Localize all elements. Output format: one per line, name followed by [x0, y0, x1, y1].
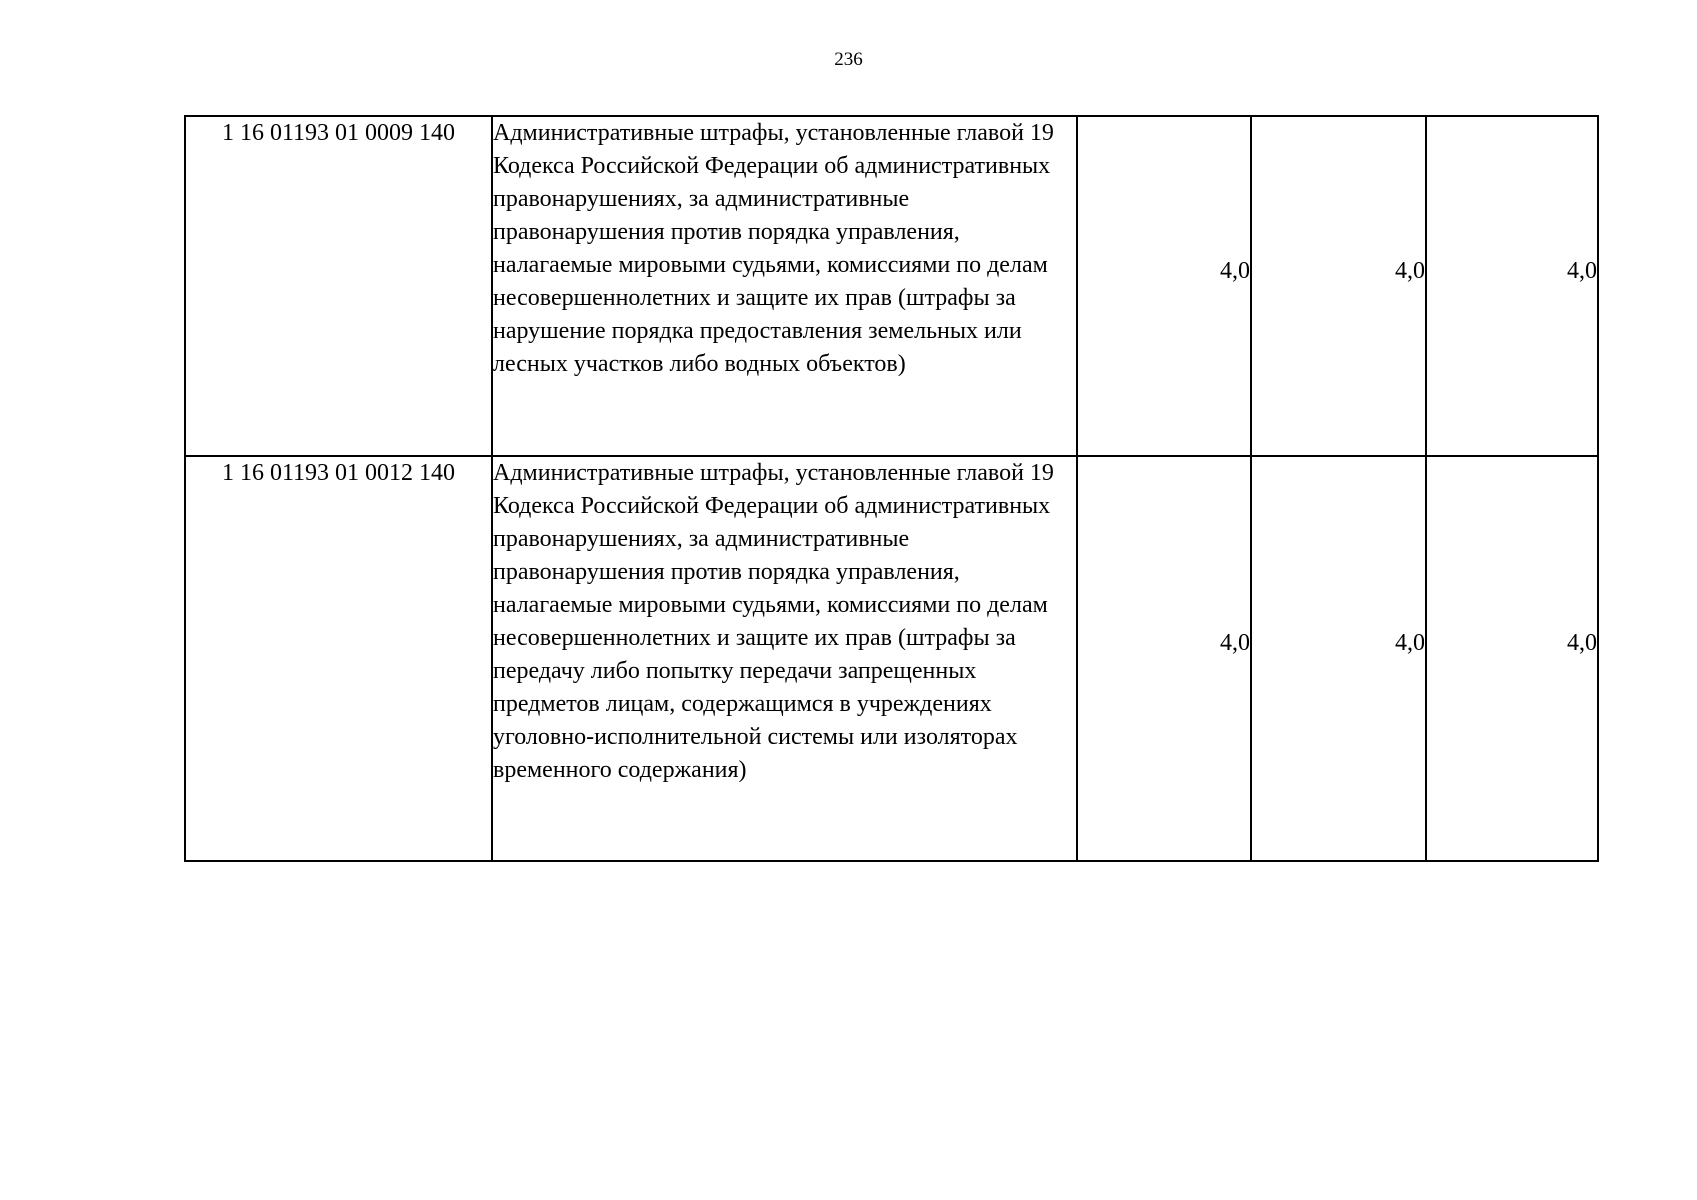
- value-cell-year-3: 4,0: [1426, 116, 1598, 456]
- table-row: [185, 116, 1598, 456]
- value-cell-year-2: 4,0: [1251, 456, 1426, 861]
- value-cell-year-1: 4,0: [1077, 456, 1251, 861]
- budget-code-cell: 1 16 01193 01 0012 140: [185, 456, 492, 861]
- budget-code-cell: 1 16 01193 01 0009 140: [185, 116, 492, 456]
- table-row: [185, 456, 1598, 861]
- budget-revenue-table: [184, 115, 1599, 862]
- description-cell: Административные штрафы, установленные главой 19 Кодекса Российской Федерации об административных правонарушениях, за административные правонарушения против порядка управления, налагаемые мировыми судьями, комиссиями по делам несовершеннолетних и защите их прав (штрафы за передачу либо попытку передачи запрещенных предметов лицам, содержащимся в учреждениях уголовно-исполнительной системы или изоляторах временного содержания): [492, 456, 1077, 861]
- value-cell-year-1: 4,0: [1077, 116, 1251, 456]
- page-number: 236: [834, 49, 863, 70]
- value-cell-year-3: 4,0: [1426, 456, 1598, 861]
- description-cell: Административные штрафы, установленные главой 19 Кодекса Российской Федерации об административных правонарушениях, за административные правонарушения против порядка управления, налагаемые мировыми судьями, комиссиями по делам несовершеннолетних и защите их прав (штрафы за нарушение порядка предоставления земельных или лесных участков либо водных объектов): [492, 116, 1077, 456]
- value-cell-year-2: 4,0: [1251, 116, 1426, 456]
